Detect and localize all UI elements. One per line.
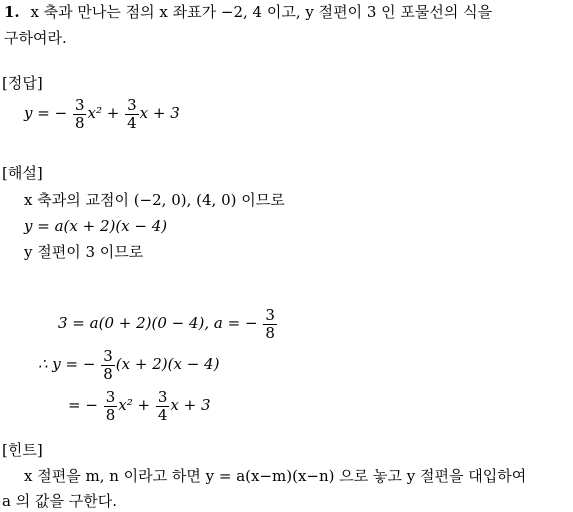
- eq3-tail: x + 3: [170, 396, 211, 414]
- explanation-equation-2: [38, 346, 219, 382]
- eq2-left: ∴ y = −: [38, 355, 96, 373]
- eq3-mid: x² +: [118, 396, 151, 414]
- eq3-fraction-2-denominator: 4: [157, 405, 168, 424]
- explanation-equation-1: [58, 305, 278, 341]
- eq3-fraction-2-numerator: 3: [157, 387, 168, 406]
- answer-equation: [24, 96, 180, 131]
- answer-heading: [정답]: [2, 74, 43, 92]
- eq1-numerator: 3: [265, 305, 275, 324]
- eq1-fraction: [263, 305, 277, 342]
- answer-fraction-1: [73, 95, 87, 132]
- problem-number: 1.: [4, 3, 20, 21]
- eq2-numerator: 3: [103, 346, 113, 365]
- eq3-left: = −: [68, 396, 98, 414]
- eq3-fraction-1-denominator: 8: [105, 405, 116, 424]
- answer-fraction-1-numerator: 3: [74, 95, 85, 114]
- answer-fraction-2-denominator: 4: [127, 113, 137, 132]
- hint-line-2: a 의 값을 구한다.: [2, 492, 117, 510]
- problem-statement-line-1: [4, 2, 492, 22]
- eq3-fraction-1-numerator: 3: [105, 387, 116, 406]
- eq2-right: (x + 2)(x − 4): [115, 355, 220, 373]
- answer-lhs: y = −: [24, 104, 68, 122]
- answer-fraction-1-denominator: 8: [74, 113, 85, 132]
- answer-mid: x² +: [87, 104, 120, 122]
- problem-text-line-1: x 축과 만나는 점의 x 좌표가 −2, 4 이고, y 절편이 3 인 포물선의 식을: [30, 3, 493, 21]
- explanation-equation-3: [68, 387, 210, 423]
- answer-fraction-2: [125, 95, 139, 132]
- explanation-line-2: y = a(x + 2)(x − 4): [24, 217, 168, 235]
- hint-heading: [힌트]: [2, 441, 43, 459]
- answer-fraction-2-numerator: 3: [127, 95, 137, 114]
- eq1-left: 3 = a(0 + 2)(0 − 4), a = −: [58, 314, 258, 332]
- explanation-line-1: x 축과의 교점이 (−2, 0), (4, 0) 이므로: [24, 191, 285, 209]
- eq3-fraction-2: [156, 387, 170, 424]
- problem-text-line-2: 구하여라.: [4, 29, 67, 47]
- explanation-line-3: y 절편이 3 이므로: [24, 243, 144, 261]
- eq2-denominator: 8: [103, 364, 113, 383]
- explanation-heading: [해설]: [2, 164, 43, 182]
- eq2-fraction: [101, 346, 115, 383]
- eq1-denominator: 8: [265, 323, 275, 342]
- answer-tail: x + 3: [139, 104, 180, 122]
- hint-line-1: x 절편을 m, n 이라고 하면 y = a(x−m)(x−n) 으로 놓고 y 절편을 대입하여: [24, 467, 527, 485]
- eq3-fraction-1: [104, 387, 118, 424]
